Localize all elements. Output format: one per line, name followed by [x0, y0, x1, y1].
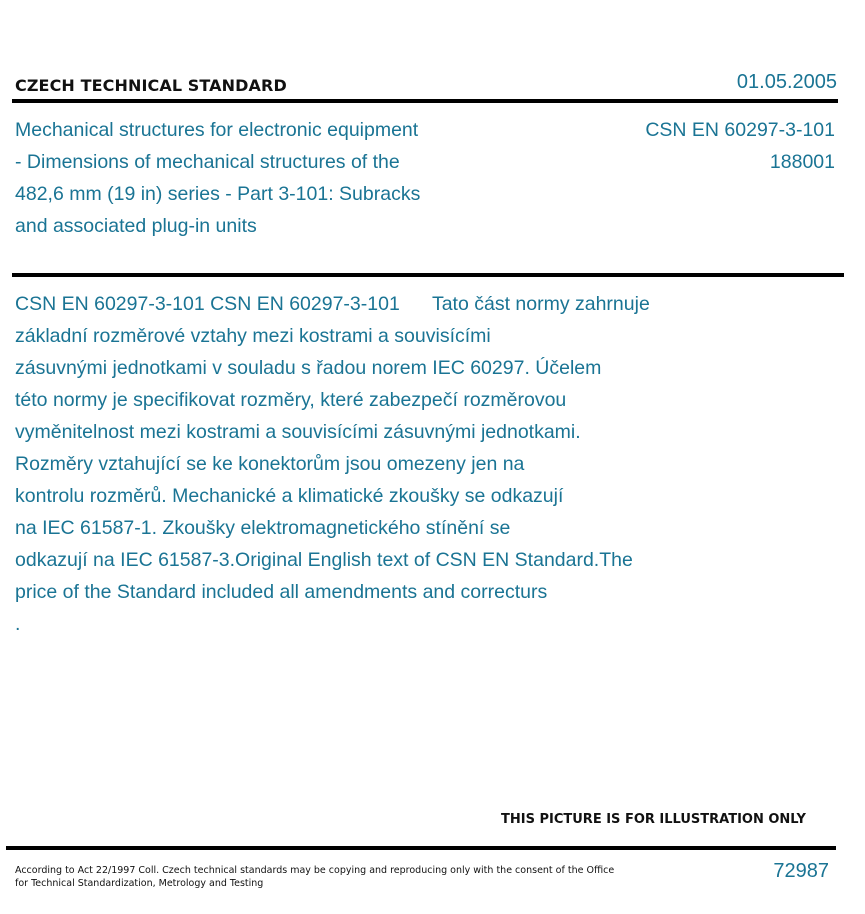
- description-line: vyměnitelnost mezi kostrami a souvisícími zásuvnými jednotkami.: [15, 421, 581, 443]
- description-line: Rozměry vztahující se ke konektorům jsou omezeny jen na: [15, 453, 525, 475]
- standard-code: CSN EN 60297-3-101: [645, 119, 835, 141]
- description-line: odkazují na IEC 61587-3.Original English text of CSN EN Standard.The: [15, 549, 633, 571]
- description-line: zásuvnými jednotkami v souladu s řadou norem IEC 60297. Účelem: [15, 357, 602, 379]
- header-divider: [12, 99, 838, 103]
- standard-title-line: 482,6 mm (19 in) series - Part 3-101: Subracks: [15, 183, 421, 205]
- copyright-line: According to Act 22/1997 Coll. Czech technical standards may be copying and reproducing only with the consent of the Office: [15, 865, 615, 876]
- illustration-disclaimer: THIS PICTURE IS FOR ILLUSTRATION ONLY: [501, 812, 806, 827]
- standard-description: [15, 288, 735, 640]
- catalog-number: 72987: [773, 860, 829, 882]
- description-line: na IEC 61587-1. Zkoušky elektromagnetického stínění se: [15, 517, 511, 539]
- issue-date: 01.05.2005: [736, 71, 837, 93]
- copyright-line: for Technical Standardization, Metrology and Testing: [15, 878, 264, 889]
- copyright-notice: [15, 864, 615, 890]
- document-type-label: CZECH TECHNICAL STANDARD: [15, 76, 287, 95]
- description-line: price of the Standard included all amendments and correcturs: [15, 581, 548, 603]
- footer-divider: [6, 846, 836, 850]
- title-divider: [12, 273, 844, 277]
- description-line: CSN EN 60297-3-101 CSN EN 60297-3-101 Tato část normy zahrnuje: [15, 293, 650, 315]
- standard-title: [15, 114, 485, 242]
- description-line: .: [15, 613, 21, 635]
- description-line: této normy je specifikovat rozměry, které zabezpečí rozměrovou: [15, 389, 567, 411]
- description-line: základní rozměrové vztahy mezi kostrami a souvisícími: [15, 325, 491, 347]
- standard-identifiers: [645, 114, 835, 178]
- description-line: kontrolu rozměrů. Mechanické a klimatické zkoušky se odkazují: [15, 485, 564, 507]
- standard-title-line: - Dimensions of mechanical structures of the: [15, 151, 400, 173]
- class-number: 188001: [769, 151, 835, 173]
- standard-title-line: Mechanical structures for electronic equipment: [15, 119, 419, 141]
- standard-title-line: and associated plug-in units: [15, 215, 257, 237]
